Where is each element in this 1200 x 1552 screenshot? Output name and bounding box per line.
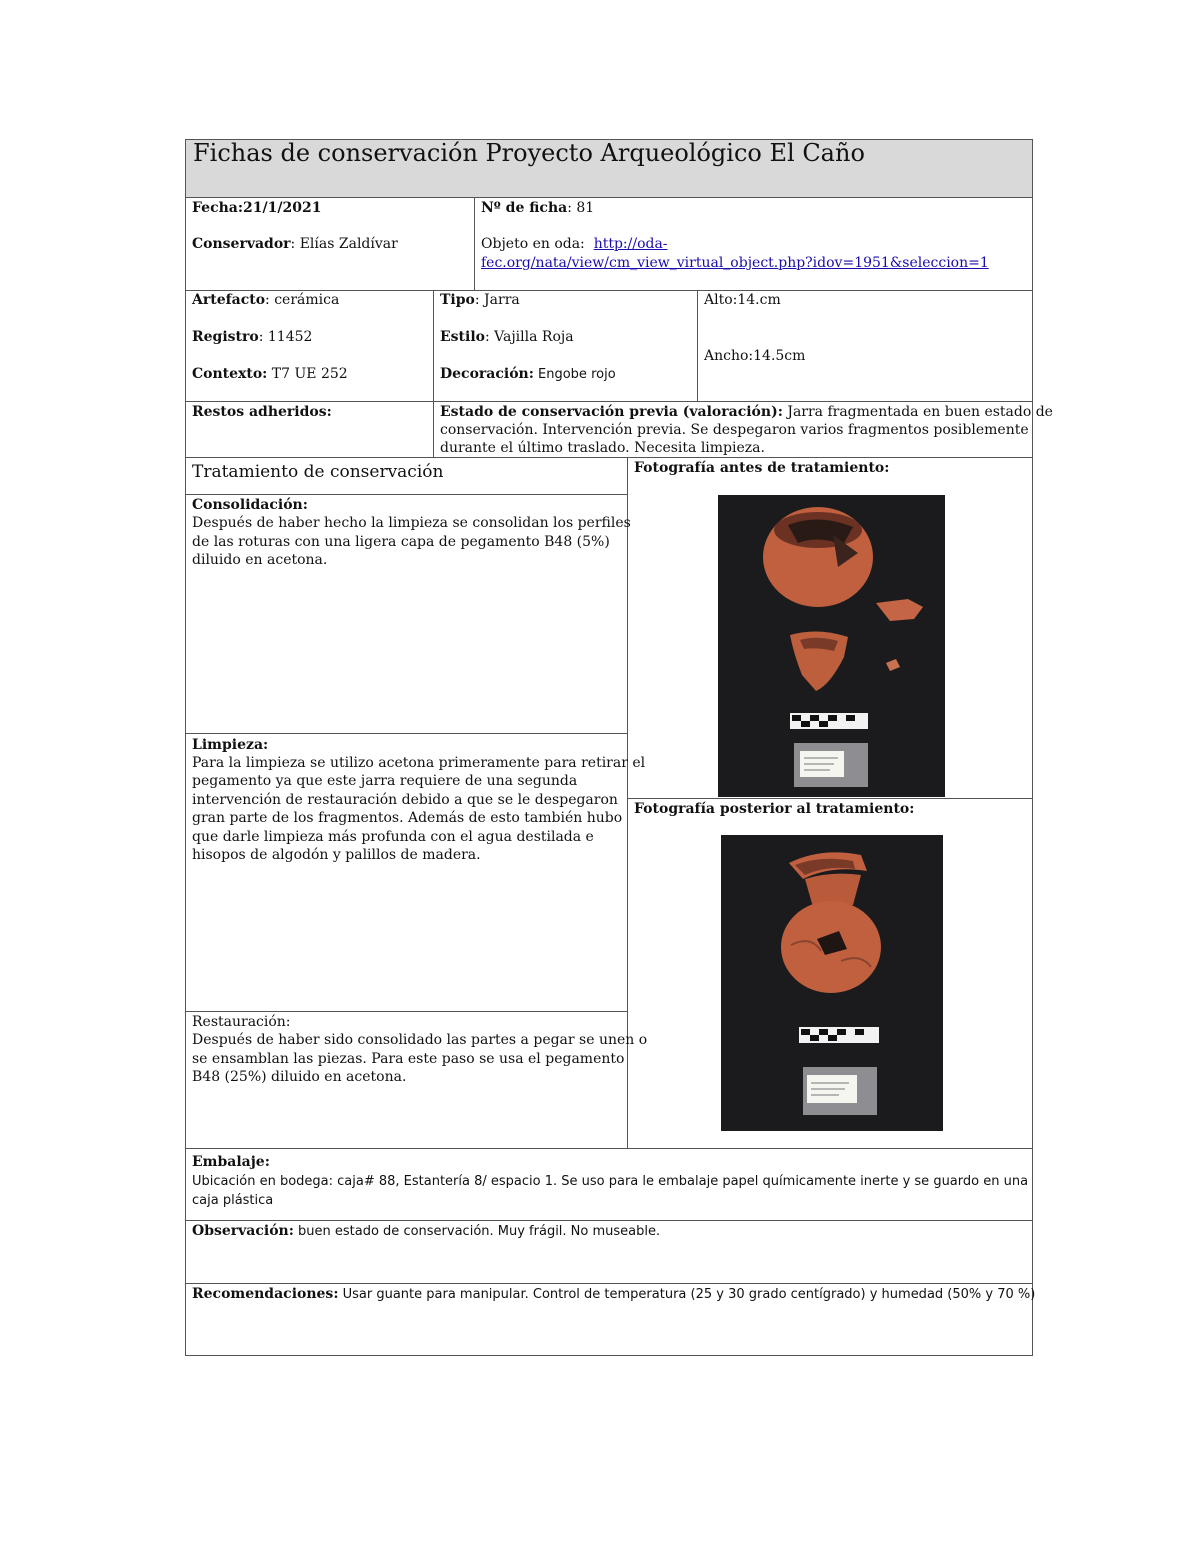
estado-line1: Estado de conservación previa (valoración): Jarra fragmentada en buen estado de	[440, 404, 1053, 420]
embalaje-line2: caja plástica	[192, 1193, 274, 1208]
estado-line2: conservación. Intervención previa. Se despegaron varios fragmentos posiblemente	[440, 422, 1029, 438]
limpieza-line: que darle limpieza más profunda con el agua destilada e	[192, 829, 594, 845]
photo-before-treatment	[718, 495, 945, 797]
restored-jar-image	[721, 835, 943, 1131]
registro-field: Registro: 11452	[192, 329, 313, 345]
recomendaciones-field: Recomendaciones: Usar guante para manipular. Control de temperatura (25 y 30 grado centígrado) y humedad (50% y 70 %)	[192, 1286, 1036, 1302]
ancho-field: Ancho:14.5cm	[704, 348, 806, 364]
tratamiento-heading: Tratamiento de conservación	[192, 462, 444, 482]
consolidacion-line: diluido en acetona.	[192, 552, 328, 568]
fragmented-jar-image	[718, 495, 945, 797]
embalaje-label: Embalaje:	[192, 1154, 270, 1170]
foto-antes-label: Fotografía antes de tratamiento:	[634, 460, 890, 476]
restauracion-label: Restauración:	[192, 1014, 291, 1030]
observacion-field: Observación: buen estado de conservación. Muy frágil. No museable.	[192, 1223, 661, 1239]
alto-field: Alto:14.cm	[704, 292, 781, 308]
page-title: Fichas de conservación Proyecto Arqueológico El Caño	[193, 139, 865, 167]
limpieza-line: hisopos de algodón y palillos de madera.	[192, 847, 481, 863]
objeto-oda-field: Objeto en oda: http://oda-	[481, 236, 668, 252]
restauracion-line: Después de haber sido consolidado las partes a pegar se unen o	[192, 1032, 648, 1048]
estado-line3: durante el último traslado. Necesita limpieza.	[440, 440, 765, 456]
conservation-sheet	[185, 139, 1053, 1356]
estilo-field: Estilo: Vajilla Roja	[440, 329, 574, 345]
foto-despues-label: Fotografía posterior al tratamiento:	[634, 801, 915, 817]
limpieza-label: Limpieza:	[192, 737, 269, 753]
decoracion-field: Decoración: Engobe rojo	[440, 366, 616, 382]
contexto-field: Contexto: T7 UE 252	[192, 366, 348, 382]
limpieza-line: pegamento ya que este jarra requiere de una segunda	[192, 773, 578, 789]
limpieza-line: Para la limpieza se utilizo acetona primeramente para retirar el	[192, 755, 646, 771]
consolidacion-label: Consolidación:	[192, 497, 308, 513]
oda-link-continuation	[481, 254, 989, 273]
restos-adheridos-label: Restos adheridos:	[192, 404, 332, 420]
tipo-field: Tipo: Jarra	[440, 292, 520, 308]
oda-link-line2[interactable]: fec.org/nata/view/cm_view_virtual_object.php?idov=1951&seleccion=1	[481, 255, 989, 271]
fecha-field: Fecha:21/1/2021	[192, 200, 322, 216]
oda-link-line1[interactable]: http://oda-	[593, 236, 668, 252]
limpieza-line: intervención de restauración debido a que se le despegaron	[192, 792, 618, 808]
consolidacion-line: de las roturas con una ligera capa de pegamento B48 (5%)	[192, 534, 610, 550]
artefacto-field: Artefacto: cerámica	[192, 292, 340, 308]
conservador-field: Conservador: Elías Zaldívar	[192, 236, 398, 252]
restauracion-line: se ensamblan las piezas. Para este paso se usa el pegamento	[192, 1051, 625, 1067]
limpieza-line: gran parte de los fragmentos. Además de esto también hubo	[192, 810, 623, 826]
consolidacion-line: Después de haber hecho la limpieza se consolidan los perfiles	[192, 515, 631, 531]
restauracion-line: B48 (25%) diluido en acetona.	[192, 1069, 407, 1085]
photo-after-treatment	[721, 835, 943, 1131]
ficha-number-field: Nº de ficha: 81	[481, 200, 595, 216]
embalaje-line1: Ubicación en bodega: caja# 88, Estantería 8/ espacio 1. Se uso para le embalaje papel químicamente inerte y se guardo en una	[192, 1174, 1029, 1189]
